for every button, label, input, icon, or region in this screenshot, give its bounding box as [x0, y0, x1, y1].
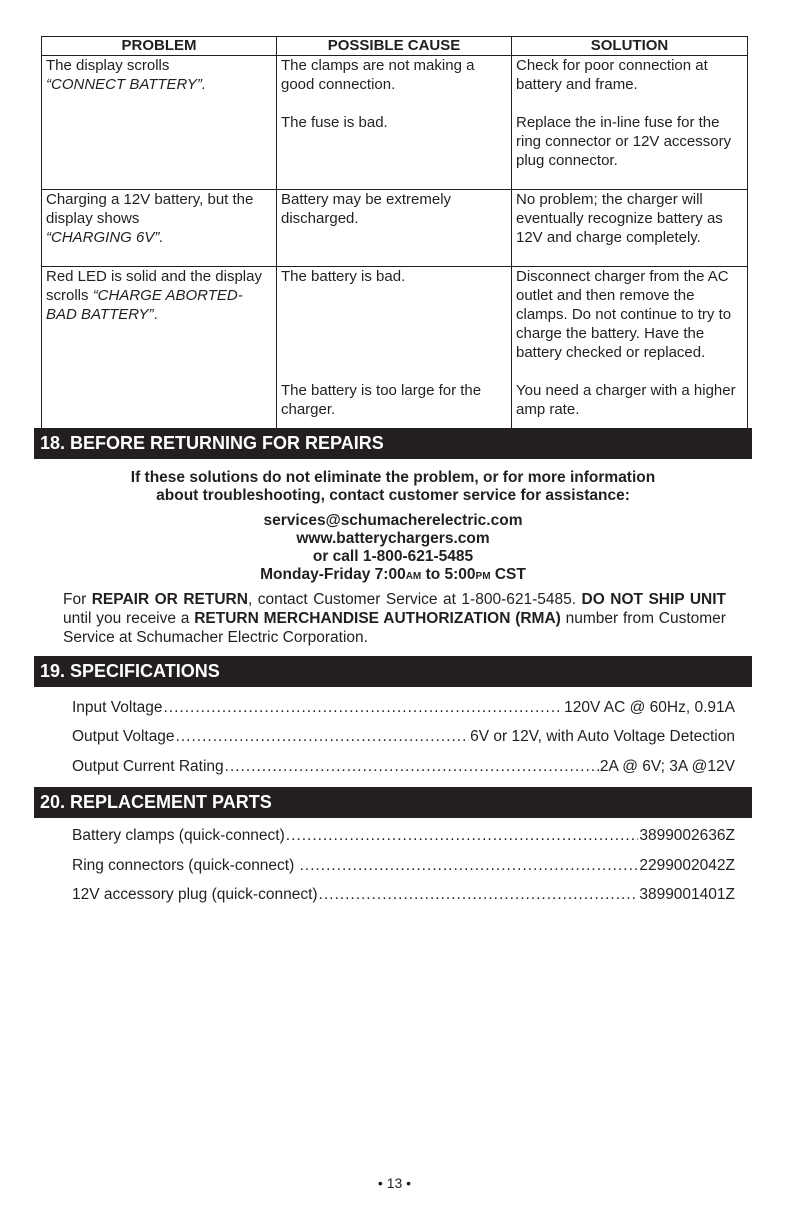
solution-text: Disconnect charger from the AC outlet and then remove the clamps. Do not continue to try to charge the battery. Have the battery checked or replaced. — [516, 268, 732, 361]
part-label: Ring connectors (quick-connect) — [72, 857, 299, 874]
problem-message: “CHARGING 6V”. — [46, 229, 164, 246]
cause-text: The battery is bad. — [281, 268, 406, 285]
troubleshooting-table — [41, 36, 748, 435]
section-20-heading: 20. REPLACEMENT PARTS — [34, 787, 752, 818]
cause-text: The clamps are not making a good connection. — [281, 57, 475, 93]
spec-row — [72, 727, 735, 747]
table-row — [42, 190, 748, 267]
problem-cell — [42, 190, 277, 267]
table-header-row — [42, 37, 748, 56]
problem-period: . — [153, 306, 158, 323]
part-number: 2299002042Z — [639, 857, 735, 874]
part-number: 3899002636Z — [639, 827, 735, 844]
problem-message: “CONNECT BATTERY”. — [46, 76, 206, 93]
problem-text: The display scrolls — [46, 57, 170, 74]
spec-label: Input Voltage — [72, 699, 163, 716]
solution-cell — [512, 190, 748, 267]
part-number: 3899001401Z — [639, 886, 735, 903]
solution-text: Check for poor connection at battery and frame. — [516, 57, 708, 93]
part-label: 12V accessory plug (quick-connect) — [72, 886, 318, 903]
part-row — [72, 826, 735, 846]
header-solution: SOLUTION — [512, 37, 748, 56]
part-row — [72, 885, 735, 905]
solution-cell — [512, 267, 748, 435]
solution-text: You need a charger with a higher amp rate. — [516, 382, 736, 418]
contact-phone: or call 1-800-621-5485 — [312, 548, 474, 565]
solution-cell — [512, 56, 748, 190]
problem-cell — [42, 267, 277, 435]
cause-cell — [277, 267, 512, 435]
cause-text: The fuse is bad. — [281, 114, 388, 131]
solution-text: Replace the in-line fuse for the ring connector or 12V accessory plug connector. — [516, 114, 732, 169]
problem-message: “CHARGE ABORTED-BAD BATTERY” — [46, 287, 243, 323]
header-problem: PROBLEM — [42, 37, 277, 56]
spec-row — [72, 757, 735, 777]
section-19-heading: 19. SPECIFICATIONS — [34, 656, 752, 687]
spec-row — [72, 698, 735, 718]
section-18-heading: 18. BEFORE RETURNING FOR REPAIRS — [34, 428, 752, 459]
part-label: Battery clamps (quick-connect) — [72, 827, 285, 844]
contact-details — [34, 512, 752, 586]
cause-text: Battery may be extremely discharged. — [281, 191, 452, 227]
spec-label: Output Voltage — [72, 728, 175, 745]
page-number: • 13 • — [377, 1175, 412, 1191]
header-possible-cause: POSSIBLE CAUSE — [277, 37, 512, 56]
solution-text: No problem; the charger will eventually recognize battery as 12V and charge completely. — [516, 191, 723, 246]
problem-cell — [42, 56, 277, 190]
contact-email: services@schumacherelectric.com — [263, 512, 523, 529]
spec-value: 2A @ 6V; 3A @12V — [599, 758, 735, 775]
contact-hours: Monday-Friday 7:00AM to 5:00PM CST — [260, 566, 526, 583]
cause-text: The battery is too large for the charger. — [281, 382, 482, 418]
problem-text: Red LED is solid and the display scrolls — [46, 268, 262, 304]
repair-instructions: For REPAIR OR RETURN, contact Customer Service at 1-800-621-5485. DO NOT SHIP UNIT until you receive a RETURN MERCHANDISE AUTHORIZATION (RMA) number from Customer Service at Schumacher Electric Corporation. — [63, 591, 727, 646]
part-row — [72, 856, 735, 876]
spec-value: 120V AC @ 60Hz, 0.91A — [564, 699, 735, 716]
contact-intro — [34, 469, 752, 505]
spec-value: 6V or 12V, with Auto Voltage Detection — [470, 728, 735, 745]
problem-text: Charging a 12V battery, but the display shows — [46, 191, 254, 227]
intro-line: about troubleshooting, contact customer service for assistance: — [156, 487, 630, 504]
spec-label: Output Current Rating — [72, 758, 224, 775]
contact-website: www.batterychargers.com — [296, 530, 490, 547]
cause-cell — [277, 56, 512, 190]
cause-cell — [277, 190, 512, 267]
intro-line: If these solutions do not eliminate the problem, or for more information — [130, 469, 656, 486]
table-row — [42, 267, 748, 435]
table-row — [42, 56, 748, 190]
